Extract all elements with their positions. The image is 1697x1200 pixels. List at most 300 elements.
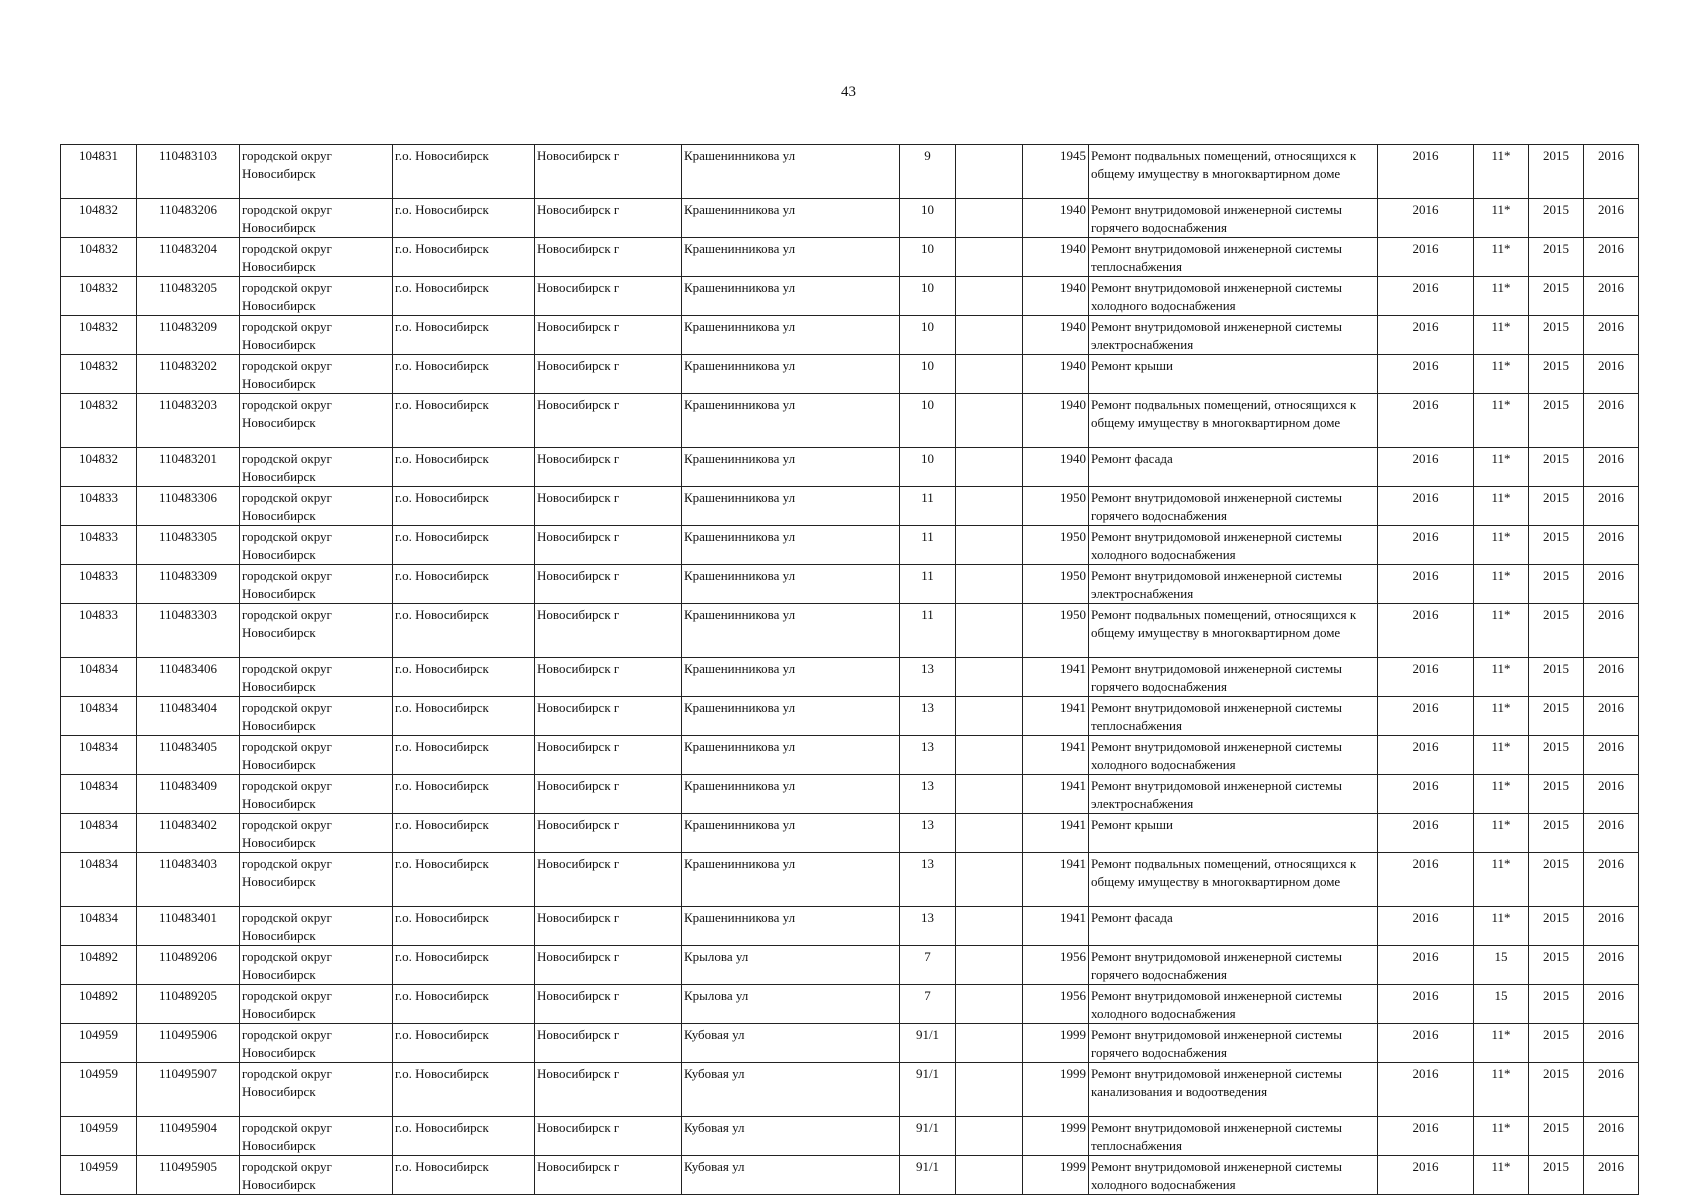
cell-year-built: 1999 bbox=[1023, 1117, 1089, 1156]
cell-year-end: 2016 bbox=[1584, 907, 1639, 946]
cell-locality: Новосибирск г bbox=[535, 946, 682, 985]
cell-work-type: Ремонт фасада bbox=[1089, 907, 1378, 946]
cell-code: 11* bbox=[1474, 1117, 1529, 1156]
cell-municipality: г.о. Новосибирск bbox=[393, 985, 535, 1024]
cell-work-id: 110483405 bbox=[137, 736, 240, 775]
cell-locality: Новосибирск г bbox=[535, 526, 682, 565]
cell-object-id: 104833 bbox=[61, 526, 137, 565]
cell-work-id: 110483309 bbox=[137, 565, 240, 604]
cell-plan-year: 2016 bbox=[1378, 907, 1474, 946]
cell-house: 13 bbox=[900, 853, 956, 907]
cell-work-id: 110483409 bbox=[137, 775, 240, 814]
cell-locality: Новосибирск г bbox=[535, 1024, 682, 1063]
registry-table bbox=[60, 144, 1639, 1195]
cell-object-id: 104832 bbox=[61, 394, 137, 448]
cell-work-id: 110483403 bbox=[137, 853, 240, 907]
cell-district: городской округ Новосибирск bbox=[240, 1024, 393, 1063]
cell-year-built: 1940 bbox=[1023, 238, 1089, 277]
cell-district: городской округ Новосибирск bbox=[240, 985, 393, 1024]
cell-code: 11* bbox=[1474, 1063, 1529, 1117]
cell-work-type: Ремонт подвальных помещений, относящихся к общему имуществу в многоквартирном доме bbox=[1089, 394, 1378, 448]
cell-plan-year: 2016 bbox=[1378, 1156, 1474, 1195]
cell-work-id: 110483402 bbox=[137, 814, 240, 853]
table-row bbox=[61, 775, 1639, 814]
cell-street: Крылова ул bbox=[682, 985, 900, 1024]
cell-municipality: г.о. Новосибирск bbox=[393, 907, 535, 946]
cell-plan-year: 2016 bbox=[1378, 565, 1474, 604]
cell-work-type: Ремонт внутридомовой инженерной системы горячего водоснабжения bbox=[1089, 487, 1378, 526]
cell-street: Крашенинникова ул bbox=[682, 526, 900, 565]
cell-building bbox=[956, 565, 1023, 604]
cell-municipality: г.о. Новосибирск bbox=[393, 736, 535, 775]
cell-house: 7 bbox=[900, 946, 956, 985]
cell-street: Крашенинникова ул bbox=[682, 814, 900, 853]
cell-house: 10 bbox=[900, 277, 956, 316]
cell-district: городской округ Новосибирск bbox=[240, 238, 393, 277]
cell-plan-year: 2016 bbox=[1378, 985, 1474, 1024]
cell-work-type: Ремонт внутридомовой инженерной системы холодного водоснабжения bbox=[1089, 736, 1378, 775]
cell-locality: Новосибирск г bbox=[535, 736, 682, 775]
cell-locality: Новосибирск г bbox=[535, 238, 682, 277]
cell-plan-year: 2016 bbox=[1378, 736, 1474, 775]
cell-building bbox=[956, 697, 1023, 736]
cell-district: городской округ Новосибирск bbox=[240, 736, 393, 775]
cell-year-built: 1940 bbox=[1023, 316, 1089, 355]
cell-locality: Новосибирск г bbox=[535, 907, 682, 946]
cell-year-start: 2015 bbox=[1529, 814, 1584, 853]
cell-code: 15 bbox=[1474, 985, 1529, 1024]
cell-street: Кубовая ул bbox=[682, 1117, 900, 1156]
cell-year-built: 1940 bbox=[1023, 199, 1089, 238]
cell-object-id: 104834 bbox=[61, 853, 137, 907]
cell-street: Крылова ул bbox=[682, 946, 900, 985]
cell-building bbox=[956, 448, 1023, 487]
cell-work-type: Ремонт внутридомовой инженерной системы теплоснабжения bbox=[1089, 238, 1378, 277]
cell-plan-year: 2016 bbox=[1378, 604, 1474, 658]
cell-work-id: 110483206 bbox=[137, 199, 240, 238]
cell-locality: Новосибирск г bbox=[535, 775, 682, 814]
cell-year-built: 1999 bbox=[1023, 1156, 1089, 1195]
cell-work-id: 110483406 bbox=[137, 658, 240, 697]
cell-municipality: г.о. Новосибирск bbox=[393, 1063, 535, 1117]
cell-locality: Новосибирск г bbox=[535, 394, 682, 448]
cell-year-end: 2016 bbox=[1584, 238, 1639, 277]
cell-year-built: 1941 bbox=[1023, 697, 1089, 736]
cell-building bbox=[956, 736, 1023, 775]
cell-work-type: Ремонт внутридомовой инженерной системы горячего водоснабжения bbox=[1089, 658, 1378, 697]
cell-year-start: 2015 bbox=[1529, 448, 1584, 487]
cell-plan-year: 2016 bbox=[1378, 394, 1474, 448]
cell-street: Крашенинникова ул bbox=[682, 394, 900, 448]
cell-year-built: 1941 bbox=[1023, 775, 1089, 814]
cell-plan-year: 2016 bbox=[1378, 946, 1474, 985]
cell-district: городской округ Новосибирск bbox=[240, 565, 393, 604]
cell-plan-year: 2016 bbox=[1378, 238, 1474, 277]
cell-work-id: 110483103 bbox=[137, 145, 240, 199]
cell-plan-year: 2016 bbox=[1378, 853, 1474, 907]
cell-municipality: г.о. Новосибирск bbox=[393, 526, 535, 565]
cell-street: Крашенинникова ул bbox=[682, 355, 900, 394]
cell-district: городской округ Новосибирск bbox=[240, 853, 393, 907]
cell-year-start: 2015 bbox=[1529, 985, 1584, 1024]
cell-work-id: 110483209 bbox=[137, 316, 240, 355]
cell-object-id: 104834 bbox=[61, 907, 137, 946]
cell-work-type: Ремонт подвальных помещений, относящихся к общему имуществу в многоквартирном доме bbox=[1089, 853, 1378, 907]
cell-plan-year: 2016 bbox=[1378, 1117, 1474, 1156]
cell-municipality: г.о. Новосибирск bbox=[393, 853, 535, 907]
cell-work-type: Ремонт крыши bbox=[1089, 814, 1378, 853]
cell-street: Крашенинникова ул bbox=[682, 277, 900, 316]
cell-code: 15 bbox=[1474, 946, 1529, 985]
cell-object-id: 104834 bbox=[61, 814, 137, 853]
cell-building bbox=[956, 199, 1023, 238]
cell-year-end: 2016 bbox=[1584, 487, 1639, 526]
cell-building bbox=[956, 394, 1023, 448]
cell-work-id: 110483404 bbox=[137, 697, 240, 736]
cell-district: городской округ Новосибирск bbox=[240, 697, 393, 736]
cell-house: 10 bbox=[900, 238, 956, 277]
cell-plan-year: 2016 bbox=[1378, 355, 1474, 394]
cell-building bbox=[956, 238, 1023, 277]
cell-code: 11* bbox=[1474, 316, 1529, 355]
cell-work-id: 110483305 bbox=[137, 526, 240, 565]
cell-street: Крашенинникова ул bbox=[682, 565, 900, 604]
cell-year-start: 2015 bbox=[1529, 658, 1584, 697]
cell-municipality: г.о. Новосибирск bbox=[393, 814, 535, 853]
cell-object-id: 104834 bbox=[61, 775, 137, 814]
cell-building bbox=[956, 277, 1023, 316]
cell-work-type: Ремонт внутридомовой инженерной системы холодного водоснабжения bbox=[1089, 526, 1378, 565]
cell-work-type: Ремонт фасада bbox=[1089, 448, 1378, 487]
cell-plan-year: 2016 bbox=[1378, 526, 1474, 565]
cell-house: 10 bbox=[900, 355, 956, 394]
cell-district: городской округ Новосибирск bbox=[240, 394, 393, 448]
cell-object-id: 104834 bbox=[61, 736, 137, 775]
cell-locality: Новосибирск г bbox=[535, 1117, 682, 1156]
cell-year-start: 2015 bbox=[1529, 316, 1584, 355]
cell-house: 10 bbox=[900, 199, 956, 238]
cell-street: Кубовая ул bbox=[682, 1063, 900, 1117]
cell-year-start: 2015 bbox=[1529, 355, 1584, 394]
cell-work-id: 110489205 bbox=[137, 985, 240, 1024]
cell-year-start: 2015 bbox=[1529, 487, 1584, 526]
cell-house: 10 bbox=[900, 316, 956, 355]
cell-street: Крашенинникова ул bbox=[682, 658, 900, 697]
cell-code: 11* bbox=[1474, 604, 1529, 658]
cell-locality: Новосибирск г bbox=[535, 487, 682, 526]
cell-year-end: 2016 bbox=[1584, 316, 1639, 355]
cell-district: городской округ Новосибирск bbox=[240, 604, 393, 658]
cell-building bbox=[956, 658, 1023, 697]
cell-house: 13 bbox=[900, 658, 956, 697]
table-row bbox=[61, 526, 1639, 565]
cell-district: городской округ Новосибирск bbox=[240, 1063, 393, 1117]
cell-object-id: 104832 bbox=[61, 316, 137, 355]
cell-year-built: 1941 bbox=[1023, 736, 1089, 775]
table-row bbox=[61, 355, 1639, 394]
cell-object-id: 104831 bbox=[61, 145, 137, 199]
cell-year-built: 1999 bbox=[1023, 1063, 1089, 1117]
table-row bbox=[61, 658, 1639, 697]
cell-object-id: 104892 bbox=[61, 985, 137, 1024]
cell-object-id: 104832 bbox=[61, 277, 137, 316]
cell-municipality: г.о. Новосибирск bbox=[393, 448, 535, 487]
cell-locality: Новосибирск г bbox=[535, 316, 682, 355]
table-row bbox=[61, 985, 1639, 1024]
table-body bbox=[61, 145, 1639, 1195]
cell-street: Крашенинникова ул bbox=[682, 487, 900, 526]
cell-plan-year: 2016 bbox=[1378, 145, 1474, 199]
cell-work-type: Ремонт внутридомовой инженерной системы электроснабжения bbox=[1089, 775, 1378, 814]
cell-building bbox=[956, 946, 1023, 985]
cell-house: 13 bbox=[900, 907, 956, 946]
cell-district: городской округ Новосибирск bbox=[240, 526, 393, 565]
cell-work-type: Ремонт внутридомовой инженерной системы горячего водоснабжения bbox=[1089, 199, 1378, 238]
cell-work-id: 110483306 bbox=[137, 487, 240, 526]
cell-house: 11 bbox=[900, 526, 956, 565]
cell-street: Кубовая ул bbox=[682, 1024, 900, 1063]
cell-code: 11* bbox=[1474, 448, 1529, 487]
cell-work-id: 110483303 bbox=[137, 604, 240, 658]
cell-municipality: г.о. Новосибирск bbox=[393, 238, 535, 277]
cell-district: городской округ Новосибирск bbox=[240, 946, 393, 985]
cell-year-built: 1950 bbox=[1023, 526, 1089, 565]
cell-code: 11* bbox=[1474, 487, 1529, 526]
cell-year-end: 2016 bbox=[1584, 199, 1639, 238]
cell-municipality: г.о. Новосибирск bbox=[393, 604, 535, 658]
cell-work-type: Ремонт внутридомовой инженерной системы холодного водоснабжения bbox=[1089, 985, 1378, 1024]
cell-object-id: 104833 bbox=[61, 487, 137, 526]
cell-district: городской округ Новосибирск bbox=[240, 1117, 393, 1156]
cell-district: городской округ Новосибирск bbox=[240, 907, 393, 946]
cell-building bbox=[956, 853, 1023, 907]
cell-year-start: 2015 bbox=[1529, 736, 1584, 775]
cell-locality: Новосибирск г bbox=[535, 448, 682, 487]
cell-work-type: Ремонт внутридомовой инженерной системы горячего водоснабжения bbox=[1089, 946, 1378, 985]
cell-house: 10 bbox=[900, 394, 956, 448]
table-row bbox=[61, 394, 1639, 448]
cell-house: 13 bbox=[900, 814, 956, 853]
table-row bbox=[61, 238, 1639, 277]
cell-year-built: 1956 bbox=[1023, 985, 1089, 1024]
cell-street: Крашенинникова ул bbox=[682, 604, 900, 658]
cell-locality: Новосибирск г bbox=[535, 658, 682, 697]
cell-code: 11* bbox=[1474, 394, 1529, 448]
cell-district: городской округ Новосибирск bbox=[240, 448, 393, 487]
cell-year-start: 2015 bbox=[1529, 394, 1584, 448]
cell-district: городской округ Новосибирск bbox=[240, 145, 393, 199]
cell-municipality: г.о. Новосибирск bbox=[393, 316, 535, 355]
cell-code: 11* bbox=[1474, 1024, 1529, 1063]
cell-work-id: 110495906 bbox=[137, 1024, 240, 1063]
cell-year-start: 2015 bbox=[1529, 1024, 1584, 1063]
cell-work-id: 110483201 bbox=[137, 448, 240, 487]
cell-object-id: 104832 bbox=[61, 238, 137, 277]
cell-street: Крашенинникова ул bbox=[682, 238, 900, 277]
cell-year-start: 2015 bbox=[1529, 199, 1584, 238]
cell-year-start: 2015 bbox=[1529, 277, 1584, 316]
cell-house: 11 bbox=[900, 487, 956, 526]
cell-year-built: 1940 bbox=[1023, 277, 1089, 316]
cell-house: 13 bbox=[900, 775, 956, 814]
cell-house: 91/1 bbox=[900, 1156, 956, 1195]
table-row bbox=[61, 565, 1639, 604]
table-row bbox=[61, 814, 1639, 853]
cell-year-built: 1945 bbox=[1023, 145, 1089, 199]
cell-work-id: 110495905 bbox=[137, 1156, 240, 1195]
cell-municipality: г.о. Новосибирск bbox=[393, 487, 535, 526]
cell-work-id: 110495904 bbox=[137, 1117, 240, 1156]
cell-municipality: г.о. Новосибирск bbox=[393, 697, 535, 736]
cell-code: 11* bbox=[1474, 145, 1529, 199]
cell-building bbox=[956, 526, 1023, 565]
cell-building bbox=[956, 1063, 1023, 1117]
cell-locality: Новосибирск г bbox=[535, 604, 682, 658]
cell-year-start: 2015 bbox=[1529, 1156, 1584, 1195]
cell-work-type: Ремонт внутридомовой инженерной системы электроснабжения bbox=[1089, 316, 1378, 355]
cell-locality: Новосибирск г bbox=[535, 697, 682, 736]
cell-work-type: Ремонт внутридомовой инженерной системы горячего водоснабжения bbox=[1089, 1024, 1378, 1063]
cell-year-start: 2015 bbox=[1529, 907, 1584, 946]
cell-work-id: 110495907 bbox=[137, 1063, 240, 1117]
table-row bbox=[61, 316, 1639, 355]
cell-object-id: 104832 bbox=[61, 448, 137, 487]
cell-district: городской округ Новосибирск bbox=[240, 355, 393, 394]
cell-year-built: 1941 bbox=[1023, 814, 1089, 853]
cell-municipality: г.о. Новосибирск bbox=[393, 946, 535, 985]
table-row bbox=[61, 946, 1639, 985]
cell-object-id: 104834 bbox=[61, 658, 137, 697]
cell-code: 11* bbox=[1474, 658, 1529, 697]
cell-year-end: 2016 bbox=[1584, 1117, 1639, 1156]
cell-work-id: 110483401 bbox=[137, 907, 240, 946]
cell-building bbox=[956, 145, 1023, 199]
cell-year-start: 2015 bbox=[1529, 697, 1584, 736]
cell-year-built: 1940 bbox=[1023, 394, 1089, 448]
cell-building bbox=[956, 1024, 1023, 1063]
cell-year-start: 2015 bbox=[1529, 1063, 1584, 1117]
cell-locality: Новосибирск г bbox=[535, 1156, 682, 1195]
cell-locality: Новосибирск г bbox=[535, 355, 682, 394]
cell-municipality: г.о. Новосибирск bbox=[393, 565, 535, 604]
table-row bbox=[61, 448, 1639, 487]
cell-year-start: 2015 bbox=[1529, 1117, 1584, 1156]
cell-municipality: г.о. Новосибирск bbox=[393, 199, 535, 238]
cell-street: Крашенинникова ул bbox=[682, 775, 900, 814]
cell-municipality: г.о. Новосибирск bbox=[393, 658, 535, 697]
cell-object-id: 104832 bbox=[61, 355, 137, 394]
cell-year-start: 2015 bbox=[1529, 145, 1584, 199]
cell-municipality: г.о. Новосибирск bbox=[393, 1156, 535, 1195]
cell-object-id: 104959 bbox=[61, 1024, 137, 1063]
cell-year-built: 1950 bbox=[1023, 565, 1089, 604]
cell-district: городской округ Новосибирск bbox=[240, 1156, 393, 1195]
cell-year-end: 2016 bbox=[1584, 277, 1639, 316]
cell-street: Крашенинникова ул bbox=[682, 907, 900, 946]
cell-street: Крашенинникова ул bbox=[682, 199, 900, 238]
table-row bbox=[61, 1024, 1639, 1063]
cell-building bbox=[956, 1156, 1023, 1195]
cell-locality: Новосибирск г bbox=[535, 199, 682, 238]
cell-work-id: 110483204 bbox=[137, 238, 240, 277]
cell-district: городской округ Новосибирск bbox=[240, 775, 393, 814]
cell-year-end: 2016 bbox=[1584, 697, 1639, 736]
cell-year-built: 1940 bbox=[1023, 355, 1089, 394]
cell-year-end: 2016 bbox=[1584, 565, 1639, 604]
cell-code: 11* bbox=[1474, 277, 1529, 316]
cell-plan-year: 2016 bbox=[1378, 1063, 1474, 1117]
cell-work-id: 110489206 bbox=[137, 946, 240, 985]
cell-building bbox=[956, 985, 1023, 1024]
cell-district: городской округ Новосибирск bbox=[240, 199, 393, 238]
table-row bbox=[61, 487, 1639, 526]
cell-year-end: 2016 bbox=[1584, 736, 1639, 775]
cell-object-id: 104892 bbox=[61, 946, 137, 985]
cell-locality: Новосибирск г bbox=[535, 853, 682, 907]
cell-year-end: 2016 bbox=[1584, 145, 1639, 199]
cell-plan-year: 2016 bbox=[1378, 487, 1474, 526]
cell-street: Кубовая ул bbox=[682, 1156, 900, 1195]
cell-street: Крашенинникова ул bbox=[682, 736, 900, 775]
cell-code: 11* bbox=[1474, 199, 1529, 238]
cell-plan-year: 2016 bbox=[1378, 316, 1474, 355]
table-row bbox=[61, 907, 1639, 946]
cell-year-built: 1941 bbox=[1023, 907, 1089, 946]
table-row bbox=[61, 697, 1639, 736]
cell-house: 91/1 bbox=[900, 1117, 956, 1156]
cell-street: Крашенинникова ул bbox=[682, 853, 900, 907]
cell-locality: Новосибирск г bbox=[535, 145, 682, 199]
cell-code: 11* bbox=[1474, 1156, 1529, 1195]
cell-work-type: Ремонт внутридомовой инженерной системы теплоснабжения bbox=[1089, 697, 1378, 736]
cell-plan-year: 2016 bbox=[1378, 697, 1474, 736]
cell-house: 10 bbox=[900, 448, 956, 487]
cell-code: 11* bbox=[1474, 853, 1529, 907]
cell-house: 91/1 bbox=[900, 1063, 956, 1117]
cell-work-type: Ремонт подвальных помещений, относящихся к общему имуществу в многоквартирном доме bbox=[1089, 604, 1378, 658]
table-row bbox=[61, 1117, 1639, 1156]
cell-year-built: 1941 bbox=[1023, 853, 1089, 907]
cell-code: 11* bbox=[1474, 565, 1529, 604]
cell-house: 11 bbox=[900, 604, 956, 658]
table-row bbox=[61, 853, 1639, 907]
cell-plan-year: 2016 bbox=[1378, 775, 1474, 814]
cell-district: городской округ Новосибирск bbox=[240, 487, 393, 526]
table-row bbox=[61, 1156, 1639, 1195]
cell-year-end: 2016 bbox=[1584, 853, 1639, 907]
cell-year-end: 2016 bbox=[1584, 1024, 1639, 1063]
cell-building bbox=[956, 487, 1023, 526]
cell-street: Крашенинникова ул bbox=[682, 316, 900, 355]
cell-municipality: г.о. Новосибирск bbox=[393, 775, 535, 814]
cell-year-end: 2016 bbox=[1584, 1156, 1639, 1195]
cell-work-type: Ремонт внутридомовой инженерной системы электроснабжения bbox=[1089, 565, 1378, 604]
cell-street: Крашенинникова ул bbox=[682, 697, 900, 736]
cell-year-start: 2015 bbox=[1529, 238, 1584, 277]
cell-house: 13 bbox=[900, 736, 956, 775]
cell-work-type: Ремонт подвальных помещений, относящихся к общему имуществу в многоквартирном доме bbox=[1089, 145, 1378, 199]
cell-municipality: г.о. Новосибирск bbox=[393, 277, 535, 316]
cell-municipality: г.о. Новосибирск bbox=[393, 145, 535, 199]
cell-building bbox=[956, 316, 1023, 355]
cell-year-end: 2016 bbox=[1584, 658, 1639, 697]
cell-year-start: 2015 bbox=[1529, 604, 1584, 658]
cell-year-end: 2016 bbox=[1584, 355, 1639, 394]
cell-building bbox=[956, 1117, 1023, 1156]
cell-code: 11* bbox=[1474, 697, 1529, 736]
cell-building bbox=[956, 775, 1023, 814]
page-number: 43 bbox=[841, 84, 856, 100]
